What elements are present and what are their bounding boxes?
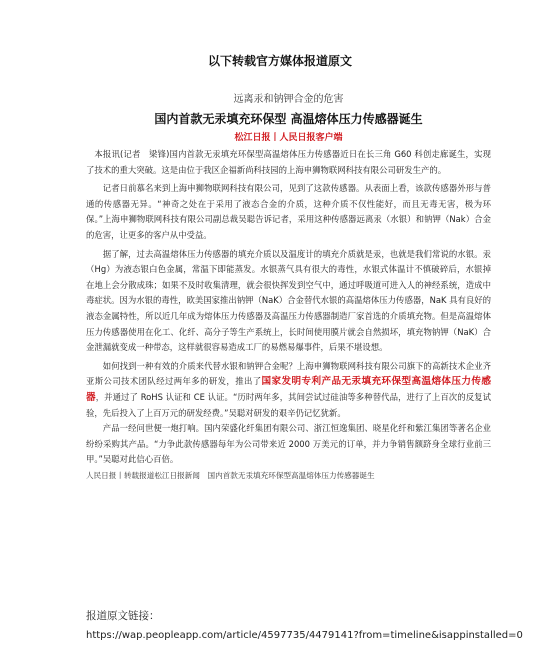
article [86, 93, 491, 482]
paragraph-4-text-b: ，并通过了 RoHS 认证和 CE 认证。“历时两年多，其间尝试过硅油等多种替代品，进行了上百次的反复试验，先后投入了上百万元的研发经费。”吴聪对研发的艰辛仍记忆犹新。 [86, 391, 492, 418]
article-link[interactable]: https://wap.peopleapp.com/article/4597735/4479141?from=timeline&isappinstalled=0 [86, 630, 523, 641]
paragraph-4 [86, 359, 491, 421]
link-label: 报道原文链接： [86, 610, 160, 622]
article-headline: 国内首款无汞填充环保型 高温熔体压力传感器诞生 [154, 112, 423, 126]
article-footer: 人民日报丨转载报道松江日报新闻 国内首款无汞填充环保型高温熔体压力传感器诞生 [86, 470, 375, 480]
article-subtitle: 远离汞和钠钾合金的危害 [233, 94, 344, 105]
page-title: 以下转载官方媒体报道原文 [207, 54, 352, 68]
paragraph-4-text-a: 如何找到一种有效的介质来代替水银和钠钾合金呢？上海申狮物联网科技有限公司旗下的高新技术企业齐亚斯公司技术团队经过两年多的研发，推出了 [86, 360, 491, 387]
paragraph-2: 记者日前慕名来到上海申狮物联网科技有限公司，见到了这款传感器。从表面上看，该款传感器外形与普通的传感器无异。“神奇之处在于采用了液态合金的介质，这种介质不仅性能好，而且无毒无害，极为环保。”上海申狮物联网科技有限公司副总裁吴聪告诉记者，采用这种传感器远离汞（水银）和钠钾（Nak）合金的危害，让更多的客户从中受益。 [86, 183, 491, 240]
paragraph-1: 本报讯(记者 梁锋)国内首款无汞填充环保型高温熔体压力传感器近日在长三角 G60 科创走廊诞生，实现了技术的重大突破。这是由位于我区企福新尚科技园的上海申狮物联网科技有限公司研发生产的。 [86, 149, 491, 175]
article-source: 松江日报丨人民日报客户端 [234, 133, 343, 143]
paragraph-3: 据了解，过去高温熔体压力传感器的填充介质以及温度计的填充介质就是汞，也就是我们常说的水银。汞（Hg）为液态银白色金属，常温下即能蒸发。水银蒸气具有很大的毒性，水银式体温计不慎破碎后，水银掉在地上会分散成珠；如果不及时收集清理，就会很快挥发到空气中，通过呼吸道可进入人的神经系统，造成中毒症状。因为水银的毒性，欧美国家推出钠钾（NaK）合金替代水银的高温熔体压力传感器，NaK 具有良好的液态金属特性，所以近几年成为熔体压力传感器及高温压力传感器制造厂家首选的介质填充物。但是高温熔体压力传感器使用在化工、化纤、高分子等生产系统上，长时间使用膜片就会自然损坏，填充物钠钾（NaK）合金泄漏就变成一种带态，这样就很容易造成工厂的易燃易爆事件，后果不堪设想。 [86, 248, 491, 353]
paragraph-5: 产品一经问世便一炮打响。国内荣盛化纤集团有限公司、浙江恒逸集团、晓星化纤和紫江集团等著名企业纷纷采购其产品。“力争此款传感器每年为公司带来近 2000 万美元的订单，并力争销售额跻身全球行业前三甲。”吴聪对此信心百倍。 [86, 423, 491, 465]
highlighted-product-name: 国家发明专利产品无汞填充环保型高温熔体压力传感器 [86, 376, 492, 403]
